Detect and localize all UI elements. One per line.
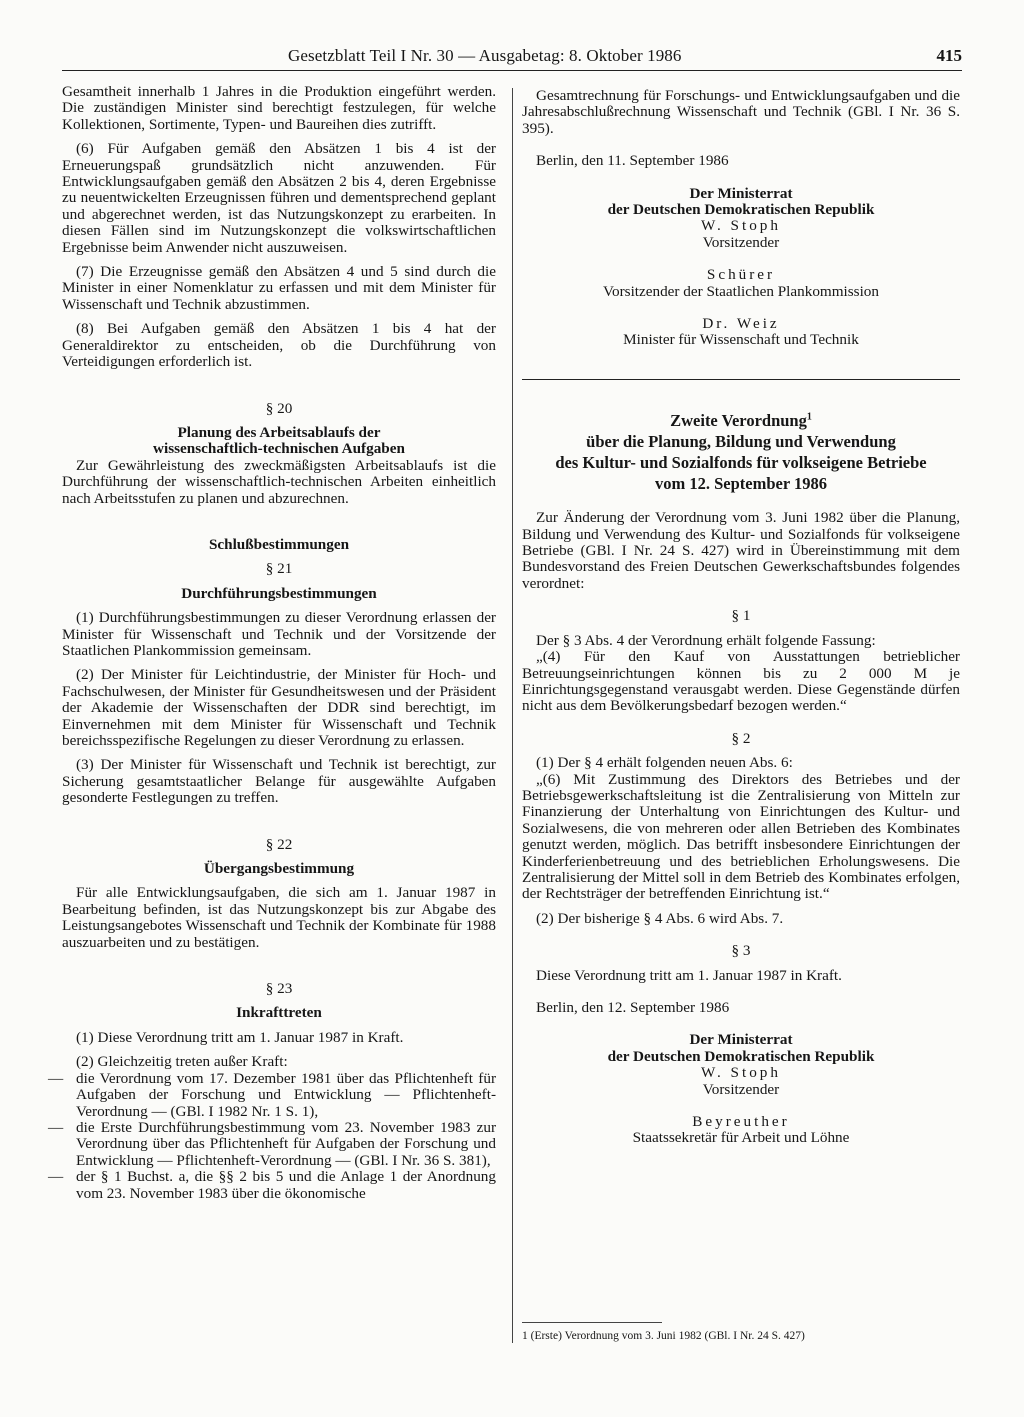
section-21-paragraph-3: (3) Der Minister für Wissenschaft und Technik ist berechtigt, zur Sicherung gesamtstaatlicher Belange für ausgewählte Aufgaben gesonderte Festlegungen zu treffen.	[62, 756, 496, 807]
signatory-name: Dr. Weiz	[702, 315, 780, 333]
section-22-text: Für alle Entwicklungsaufgaben, die sich am 1. Januar 1987 in Bearbeitung befinden, ist das Nutzungskonzept bis zur Abgabe des Leistungsangebotes Wissenschaft und Technik der Kombinate für 1988 auszuarbeiten und zu bestätigen.	[62, 884, 496, 951]
signatory-body-line-2: der Deutschen Demokratischen Republik	[607, 201, 875, 219]
section-22-number: § 22	[265, 835, 293, 853]
paragraph-6: (6) Für Aufgaben gemäß den Absätzen 1 bis 4 ist der Erneuerungspaß grundsätzlich nicht anzuwenden. Für Entwicklungsaufgaben gemäß den Absätzen 2 bis 4, deren Ergebnisse zu neuentwickelten Erzeugnissen führen und dementsprechend geplant und abgerechnet werden, ist das Nutzungskonzept zu erarbeiten. In diesen Fällen sind im Nutzungskonzept die volkswirtschaftlichen Ergebnisse beim Anwender nicht auszuweisen.	[62, 140, 496, 256]
ordinance-title	[522, 410, 960, 494]
gazette-title: Gesetzblatt Teil I Nr. 30 — Ausgabetag: 8. Oktober 1986	[288, 46, 682, 65]
signatory-role: Vorsitzender	[702, 233, 780, 251]
section-23-title: Inkrafttreten	[236, 1004, 322, 1022]
list-item: — die Erste Durchführungsbestimmung vom 23. November 1983 zur Verordnung über das Pflichtenheft für Aufgaben der Forschung und Entwicklung — Pflichtenheft-Verordnung — (GBl. I Nr. 36 S. 381),	[48, 1118, 496, 1169]
section-20-title-line-1: Planung des Arbeitsablaufs der	[177, 423, 381, 441]
ordinance-title-line-2: über die Planung, Bildung und Verwendung	[586, 432, 896, 452]
signatory-name: W. Stoph	[701, 1064, 781, 1082]
section-20-title-line-2: wissenschaftlich-technischen Aufgaben	[153, 440, 405, 458]
signatory-body-line-1: Der Ministerrat	[689, 1031, 793, 1049]
section-2-paragraph-2: (2) Der bisherige § 4 Abs. 6 wird Abs. 7.	[536, 909, 784, 927]
left-column	[48, 83, 496, 1202]
section-21-number: § 21	[265, 560, 293, 578]
section-21-paragraph-2: (2) Der Minister für Leichtindustrie, der Minister für Hoch- und Fachschulwesen, der Minister für Gesundheitswesen und der Präsident der Akademie der Wissenschaften der DDR sind berechtigt, im Einvernehmen mit dem Minister für Wissenschaft und Technik bereichsspezifische Regelungen zu dieser Verordnung zu erlassen.	[62, 666, 496, 749]
section-3-number: § 3	[731, 942, 751, 960]
footnote-divider	[522, 1322, 662, 1323]
signatory-role: Vorsitzender der Staatlichen Plankommission	[603, 282, 879, 300]
section-20-text: Zur Gewährleistung des zweckmäßigsten Arbeitsablaufs ist die Durchführung der wissenschaftlich-technischen Arbeiten einheitlich nach Arbeitsstufen zu planen und abzurechnen.	[62, 456, 496, 507]
ordinance-date: vom 12. September 1986	[654, 474, 827, 494]
section-2-quote: „(6) Mit Zustimmung des Direktors des Betriebes und der Betriebsgewerkschaftsleitung ist die Zentralisierung von Mitteln zur Finanzierung der Unterhaltung von Einrichtungen des Kultur- und Sozialwesens, die von mehreren oder allen Betrieben des Kombinates genutzt werden, möglich. Das betrifft insbesondere Einrichtungen der Kinderferienbetreuung und des betrieblichen Erholungswesens. Die Zentralisierung der Mittel soll in dem Betrieb des Kombinates erfolgen, der Rechtsträger der betreffenden Einrichtung ist.“	[522, 770, 960, 903]
section-1-number: § 1	[731, 607, 751, 625]
ordinance-intro: Zur Änderung der Verordnung vom 3. Juni 1982 über die Planung, Bildung und Verwendung des Kultur- und Sozialfonds für volkseigene Betriebe (GBl. I Nr. 24 S. 427) wird in Übereinstimmung mit dem Bundesvorstand des Freien Deutschen Gewerkschaftsbundes folgendes verordnet:	[522, 509, 960, 592]
section-23-paragraph-2: (2) Gleichzeitig treten außer Kraft:	[76, 1053, 288, 1071]
right-column	[522, 88, 960, 1147]
list-item: — der § 1 Buchst. a, die §§ 2 bis 5 und die Anlage 1 der Anordnung vom 23. November 1983 über die ökonomische	[48, 1168, 496, 1202]
signatory-name: W. Stoph	[701, 217, 781, 235]
footnote-marker: 1	[806, 411, 812, 423]
footnote: 1 (Erste) Verordnung vom 3. Juni 1982 (GBl. I Nr. 24 S. 427)	[522, 1330, 805, 1342]
section-21-paragraph-1: (1) Durchführungsbestimmungen zu dieser Verordnung erlassen der Minister für Wissenschaft und Technik und der Vorsitzende der Staatlichen Plankommission gemeinsam.	[62, 609, 496, 659]
page-number: 415	[936, 46, 962, 65]
section-3-text: Diese Verordnung tritt am 1. Januar 1987 in Kraft.	[536, 966, 842, 984]
ordinance-title-line-1: Zweite Verordnung$^1$	[670, 411, 812, 431]
signatory-role: Staatssekretär für Arbeit und Löhne	[632, 1129, 850, 1147]
signatory-name: Schürer	[706, 266, 776, 284]
section-23-number: § 23	[265, 980, 293, 998]
paragraph-8: (8) Bei Aufgaben gemäß den Absätzen 1 bis 4 hat der Generaldirektor zu entscheiden, ob die Durchführung von Verteidigungen erforderlich ist.	[62, 320, 496, 371]
signatory-role: Vorsitzender	[702, 1080, 780, 1098]
paragraph-continued: Gesamtrechnung für Forschungs- und Entwicklungsaufgaben und die Jahresabschlußrechnung Wissenschaft und Technik (GBl. I Nr. 36 S. 395).	[522, 87, 960, 137]
page-header	[62, 46, 962, 71]
signature-block-2	[522, 1032, 960, 1146]
section-1-text: Der § 3 Abs. 4 der Verordnung erhält folgende Fassung:	[536, 631, 876, 649]
section-21-title: Durchführungsbestimmungen	[181, 584, 377, 602]
section-2-paragraph-1: (1) Der § 4 erhält folgenden neuen Abs. 6:	[536, 754, 793, 772]
signatory-body-line-2: der Deutschen Demokratischen Republik	[607, 1047, 875, 1065]
signature-block-1	[522, 186, 960, 349]
paragraph-continued: Gesamtheit innerhalb 1 Jahres in die Produktion eingeführt werden. Die zuständigen Minister sind berechtigt festzulegen, für welche Kollektionen, Sortimente, Typen- und Baureihen dies zutrifft.	[62, 83, 496, 133]
section-20-number: § 20	[265, 399, 293, 417]
place-date-2: Berlin, den 12. September 1986	[536, 999, 730, 1017]
list-item: — die Verordnung vom 17. Dezember 1981 über das Pflichtenheft für Aufgaben der Forschung und Entwicklung — Pflichtenheft-Verordnung — (GBl. I 1982 Nr. 1 S. 1),	[48, 1069, 496, 1120]
place-date-1: Berlin, den 11. September 1986	[536, 152, 729, 170]
section-23-paragraph-1: (1) Diese Verordnung tritt am 1. Januar 1987 in Kraft.	[76, 1028, 404, 1046]
ordinance-title-line-3: des Kultur- und Sozialfonds für volkseigene Betriebe	[555, 453, 927, 473]
signatory-name: Beyreuther	[692, 1113, 790, 1131]
final-provisions-heading: Schlußbestimmungen	[208, 535, 350, 553]
section-1-quote: „(4) Für den Kauf von Ausstattungen betrieblicher Betreuungseinrichtungen können bis zu 2 000 M je Einrichtungsgegenstand verausgabt werden. Diese Gegenstände dürfen nicht aus dem Bevölkerungsbedarf bezogen werden.“	[522, 648, 960, 715]
section-22-title: Übergangsbestimmung	[203, 860, 355, 878]
signatory-body-line-1: Der Ministerrat	[689, 184, 793, 202]
section-2-number: § 2	[731, 729, 751, 747]
column-divider	[512, 88, 513, 1343]
signatory-role: Minister für Wissenschaft und Technik	[623, 331, 859, 349]
paragraph-7: (7) Die Erzeugnisse gemäß den Absätzen 4 und 5 sind durch die Minister in einer Nomenklatur zu erfassen und mit dem Minister für Wissenschaft und Technik abzustimmen.	[62, 263, 496, 313]
